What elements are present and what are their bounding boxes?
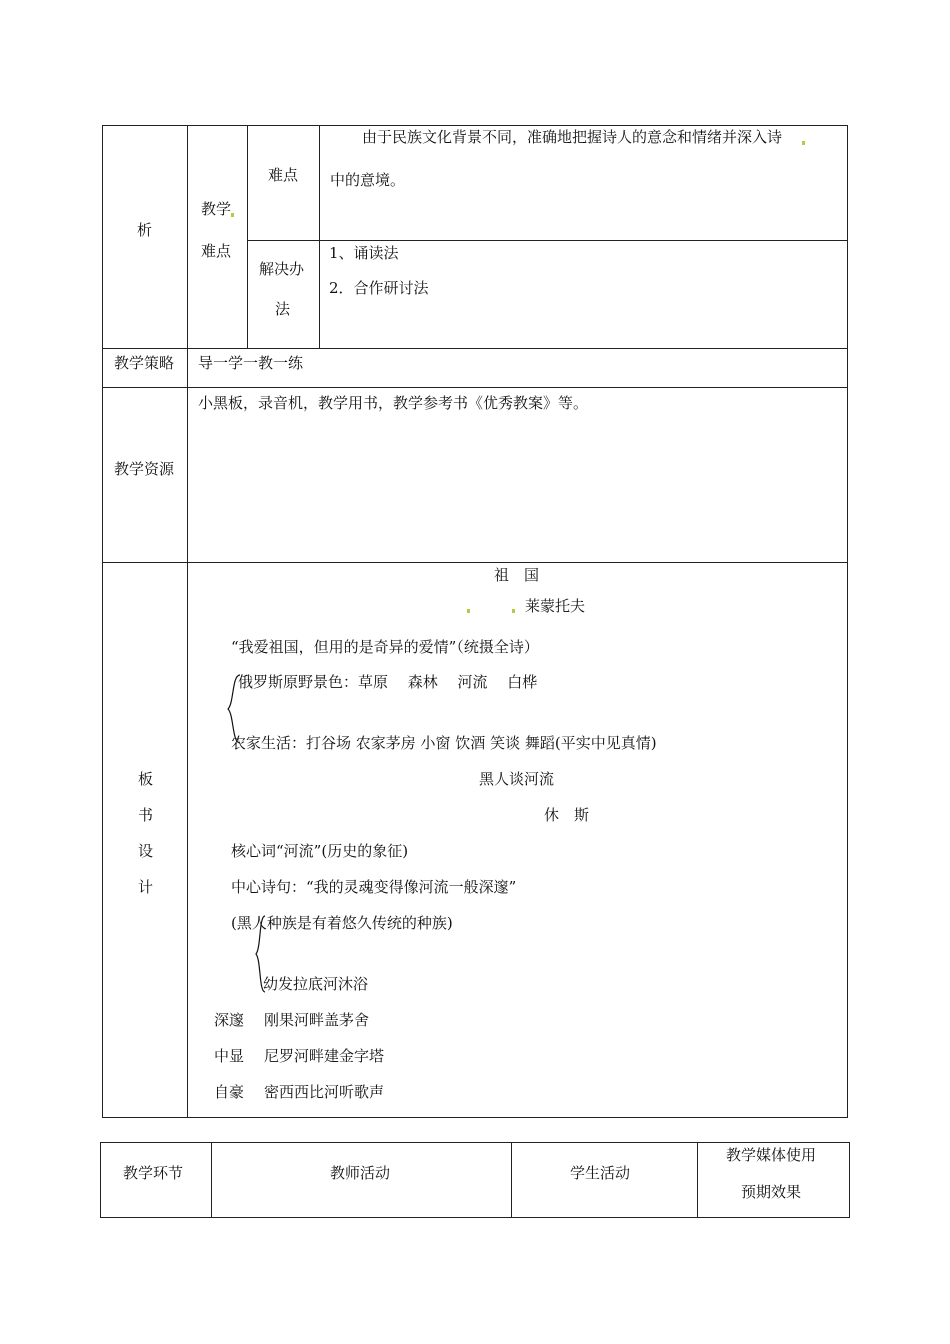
theme-line-1: “我爱祖国，但用的是奇异的爱情”（统摄全诗） [231,638,539,656]
poem-title-1: 祖 国 [494,566,540,584]
analysis-label: 析 [137,221,153,239]
table1-border-top [102,125,848,126]
poem-author-1: 莱蒙托夫 [525,597,586,615]
table1-col-divider-3 [319,125,320,349]
table1-border-bottom [102,1117,848,1118]
table1-col-divider-1 [187,125,188,1118]
solution-label-line2: 法 [275,300,291,318]
resources-text: 小黑板，录音机，教学用书，教学参考书《优秀教案》等。 [198,394,589,412]
table2-border-top [100,1142,850,1143]
euphrates-line: 幼发拉底河沐浴 [263,975,369,993]
table2-border-right [849,1142,850,1218]
table2-border-left [100,1142,101,1218]
solution-item: 1、诵读法 [329,244,399,262]
table1-divider-difficulty [247,240,848,241]
marker-dot [467,609,470,613]
table1-divider-analysis [102,348,848,349]
key-points-label-line2: 难点 [201,242,232,260]
poem-author-2: 休 斯 [544,806,590,824]
branch-scenery: 俄罗斯原野景色：草原 森林 河流 白桦 [238,673,538,691]
table2-border-bottom [100,1217,850,1218]
header-media-line2: 预期效果 [741,1183,802,1201]
strategy-text: 导一学一教一练 [198,354,304,372]
marker-dot [231,213,234,217]
header-media-line1: 教学媒体使用 [726,1146,817,1164]
marker-dot [802,141,805,145]
solution-label-line1: 解决办 [259,260,305,278]
river-row-label: 中显 [214,1047,245,1065]
river-row-text: 密西西比河听歌声 [264,1083,385,1101]
header-teaching-stage: 教学环节 [123,1164,184,1182]
table1-border-right [847,125,848,1118]
central-line: 中心诗句：“我的灵魂变得像河流一般深邃” [231,878,517,896]
river-row-text: 尼罗河畔建金字塔 [264,1047,385,1065]
table1-divider-strategy [102,387,848,388]
board-label-char: 板 [138,770,154,788]
difficulty-label: 难点 [268,166,299,184]
difficulty-text-line2: 中的意境。 [330,171,406,189]
branch-farm-life: 农家生活：打谷场 农家茅房 小窗 饮酒 笑谈 舞蹈(平实中见真情) [231,734,657,752]
board-label-char: 设 [138,842,154,860]
river-row-text: 刚果河畔盖茅舍 [264,1011,370,1029]
river-row-label: 自豪 [214,1083,245,1101]
resources-label: 教学资源 [114,460,175,478]
marker-dot [512,609,515,613]
table2-col-divider-1 [211,1142,212,1218]
table2-col-divider-3 [697,1142,698,1218]
race-line: (黑人种族是有着悠久传统的种族) [231,914,453,932]
keyword-line: 核心词“河流”(历史的象征) [231,842,409,860]
solution-item: 2．合作研讨法 [329,279,429,297]
table1-divider-resources [102,562,848,563]
header-teacher-activity: 教师活动 [330,1164,391,1182]
poem-title-2: 黑人谈河流 [479,770,555,788]
board-label-char: 书 [138,806,154,824]
table1-col-divider-2 [247,125,248,349]
strategy-label: 教学策略 [114,354,175,372]
table2-col-divider-2 [511,1142,512,1218]
header-student-activity: 学生活动 [570,1164,631,1182]
difficulty-text-line1: 由于民族文化背景不同，准确地把握诗人的意念和情绪并深入诗 [362,128,783,146]
key-points-label-line1: 教学 [201,200,232,218]
river-row-label: 深邃 [214,1011,245,1029]
table1-border-left [102,125,103,1118]
board-label-char: 计 [138,878,154,896]
